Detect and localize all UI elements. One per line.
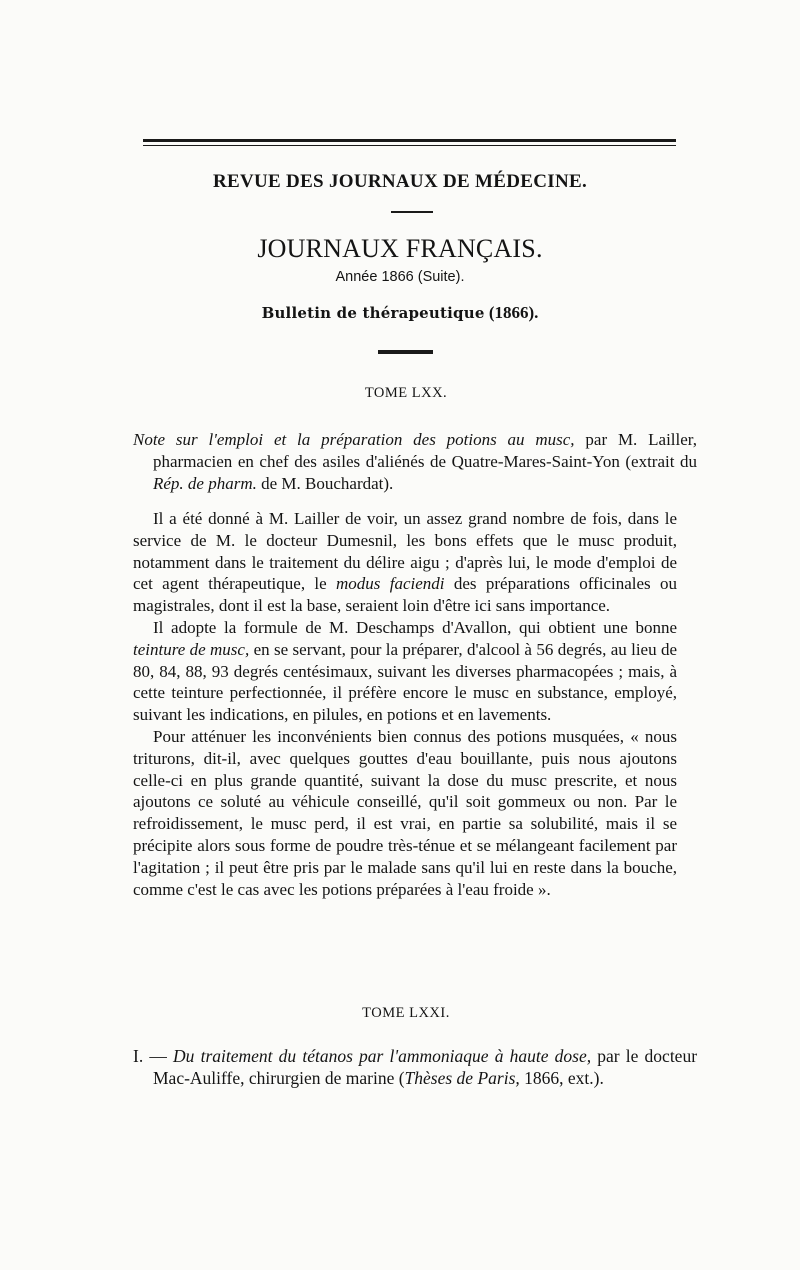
bulletin-title — [0, 303, 800, 323]
rubric-heading: REVUE DES JOURNAUX DE MÉDECINE. — [212, 171, 588, 192]
section-divider — [391, 211, 433, 213]
paragraph-2-text-a: Il adopte la formule de M. Deschamps d'Avallon, qui obtient une bonne — [153, 617, 677, 637]
item-1-source-italic: Thèses de Paris, — [404, 1068, 520, 1088]
article-title — [133, 429, 697, 494]
bulletin-year: (1866). — [488, 303, 539, 322]
body-paragraph-2 — [133, 617, 677, 726]
bulletin-divider — [378, 350, 433, 354]
item-1-author: par le docteur Mac-Auliffe, chirurgien de marine ( — [153, 1046, 698, 1088]
article-title-author: par M. Lailler, pharmacien en chef des asiles d'aliénés de Quatre-Mares-Saint-Yon (extrait du — [153, 430, 698, 471]
bulletin-name: Bulletin de thérapeutique — [261, 304, 485, 322]
section-title: JOURNAUX FRANÇAIS. — [257, 234, 543, 263]
paragraph-2-text-b: en se servant, pour la préparer, d'alcool à 56 degrés, au lieu de 80, 84, 88, 93 degrés centésimaux, suivant les diverses pharmacopées ; mais, à cette teinture perfectionnée, il préfère encore le musc en substance, employé, suivant les indications, en pilules, en potions et en lavements. — [133, 639, 678, 725]
article-title-italic: Note sur l'emploi et la préparation des potions au musc, — [133, 430, 575, 449]
item-1-title-italic: Du traitement du tétanos par l'ammoniaque à haute dose, — [173, 1046, 592, 1066]
body-paragraph-1 — [133, 508, 677, 617]
body-paragraph-3: Pour atténuer les inconvénients bien connus des potions musquées, « nous triturons, dit-il, avec quelques gouttes d'eau bouillante, puis nous ajoutons celle-ci en plus grande quantité, suivant la dose du musc prescrite, et nous ajoutons ce soluté au véhicule conseillé, qu'il soit gommeux ou non. Par le refroidissement, le musc perd, il est vrai, en partie sa solubilité, mais il se précipite alors sous forme de poudre très-ténue et se mélangeant facilement par l'agitation ; il peut être pris par le malade sans qu'il lui en reste dans la bouche, comme c'est le cas avec les potions préparées à l'eau froide ». — [133, 726, 677, 899]
item-1-title — [133, 1045, 697, 1089]
paragraph-1-text-b: des préparations officinales ou magistrales, dont il est la base, seraient loin d'être ici sans importance. — [133, 574, 678, 616]
tome-lxx-heading: TOME LXX. — [364, 385, 448, 401]
article-source-rest: de M. Bouchardat). — [261, 473, 394, 493]
article-source-italic: Rép. de pharm. — [153, 473, 257, 493]
paragraph-2-italic: teinture de musc, — [133, 639, 250, 659]
item-1-number: I. — — [133, 1046, 167, 1066]
year-line: Année 1866 (Suite). — [335, 269, 465, 285]
paragraph-1-italic: modus faciendi — [336, 574, 445, 594]
header-rule-thin — [143, 145, 676, 146]
paragraph-1-text-a: Il a été donné à M. Lailler de voir, un assez grand nombre de fois, dans le service de M. le docteur Dumesnil, les bons effets que le musc produit, notamment dans le traitement du délire aigu ; d'après lui, le mode d'emploi de cet agent thérapeutique, le — [133, 509, 677, 594]
header-rule-thick — [143, 139, 676, 142]
article-body — [133, 508, 677, 900]
tome-lxxi-heading: TOME LXXI. — [362, 1005, 450, 1021]
item-1-source-rest: 1866, ext.). — [524, 1068, 604, 1088]
